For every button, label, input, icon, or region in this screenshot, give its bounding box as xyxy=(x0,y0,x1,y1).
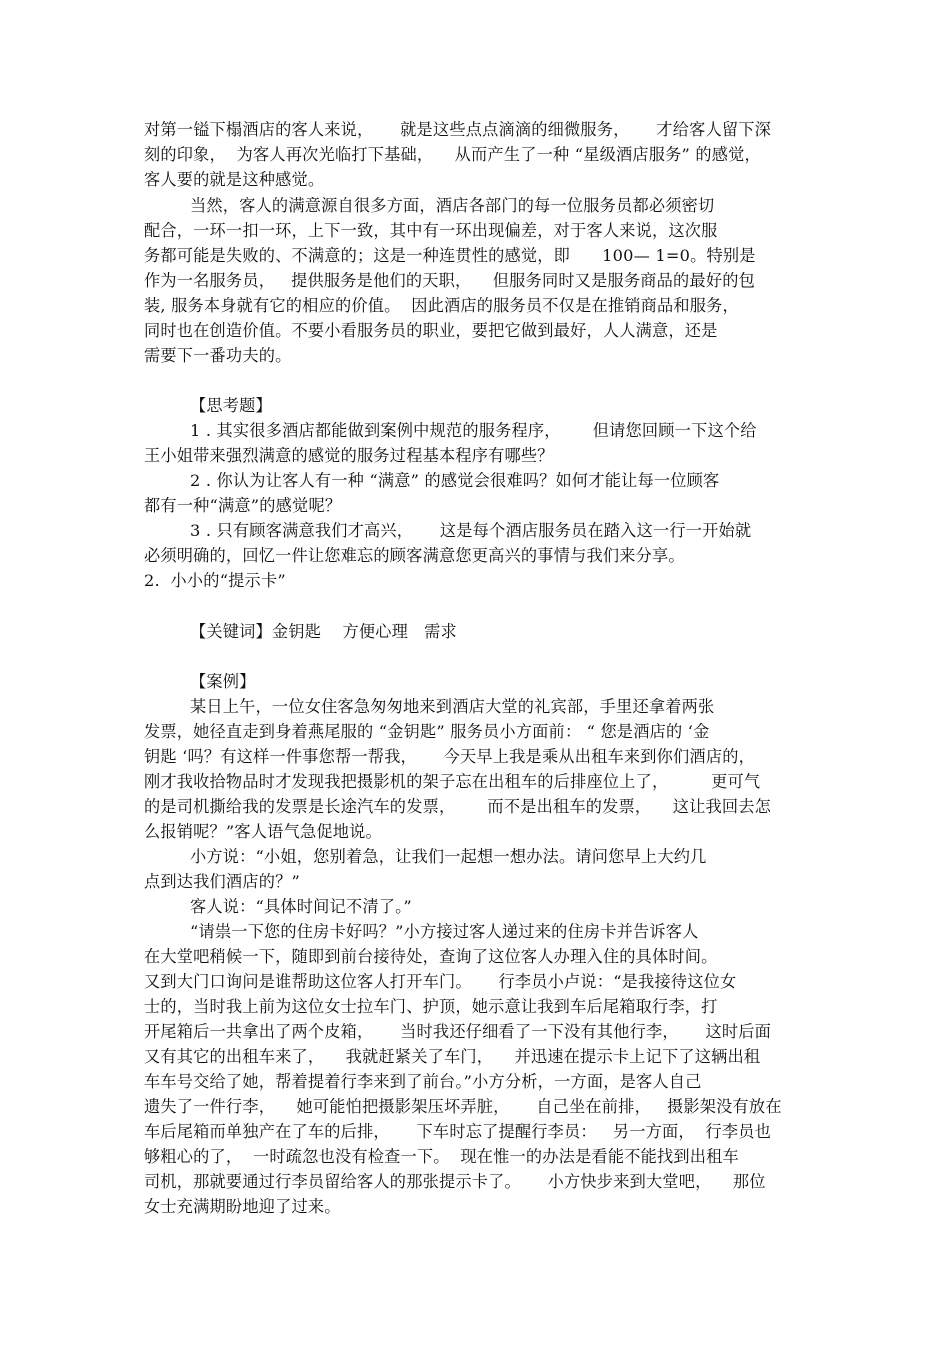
text-line: 需要下一番功夫的。 xyxy=(144,346,292,365)
text-line: 配合，一环一扣一环，上下一致，其中有一环出现偏差，对于客人来说，这次服 xyxy=(144,221,718,240)
question-line: 都有一种“满意”的感觉呢？ xyxy=(144,496,342,515)
text-line: 某日上午，一位女住客急匆匆地来到酒店大堂的礼宾部，手里还拿着两张 xyxy=(190,697,715,716)
text-line: “请祟一下您的住房卡好吗？”小方接过客人递过来的住房卡并告诉客人 xyxy=(190,922,699,941)
text-line: 钥匙 ‘吗？有这样一件事您帮一帮我， 今天早上我是乘从出租车来到你们酒店的， xyxy=(144,747,755,766)
text-line: 务都可能是失败的、不满意的；这是一种连贯性的感觉，即 100— 1=0。特别是 xyxy=(144,246,756,265)
text-line: 客人要的就是这种感觉。 xyxy=(144,170,325,189)
text-line: 够粗心的了， 一时疏忽也没有检查一下。 现在惟一的办法是看能不能找到出租车 xyxy=(144,1147,739,1166)
text-line: 又到大门口询问是谁帮助这位客人打开车门。 行李员小卢说：“是我接待这位女 xyxy=(144,972,737,991)
text-line: 开尾箱后一共拿出了两个皮箱， 当时我还仔细看了一下没有其他行李， 这时后面 xyxy=(144,1022,772,1041)
text-line: 客人说：“具体时间记不清了。” xyxy=(190,897,412,916)
text-line: 的是司机撕给我的发票是长途汽车的发票， 而不是出租车的发票， 这让我回去怎 xyxy=(144,797,772,816)
text-line: 车车号交给了她，帮着提着行李来到了前台。”小方分析，一方面，是客人自己 xyxy=(144,1072,702,1091)
text-line: 对第一镒下榻酒店的客人来说， 就是这些点点滴滴的细微服务， 才给客人留下深 xyxy=(144,120,772,139)
text-line: 发票，她径直走到身着燕尾服的 “金钥匙” 服务员小方面前： “ 您是酒店的 ‘金 xyxy=(144,722,710,741)
text-line: 同时也在创造价值。不要小看服务员的职业，要把它做到最好，人人满意，还是 xyxy=(144,321,718,340)
text-line: 又有其它的出租车来了， 我就赶紧关了车门， 并迅速在提示卡上记下了这辆出租 xyxy=(144,1047,761,1066)
text-line: 刻的印象， 为客人再次光临打下基础， 从而产生了一种 “星级酒店服务” 的感觉， xyxy=(144,145,761,164)
question-line: 王小姐带来强烈满意的感觉的服务过程基本程序有哪些？ xyxy=(144,446,554,465)
question-line: 必须明确的，回忆一件让您难忘的顾客满意您更高兴的事情与我们来分享。 xyxy=(144,546,685,565)
text-line: 士的，当时我上前为这位女士拉车门、护顶，她示意让我到车后尾箱取行李，打 xyxy=(144,997,718,1016)
question-line: 3 . 只有顾客满意我们才高兴， 这是每个酒店服务员在踏入这一行一开始就 xyxy=(190,521,752,540)
text-line: 女士充满期盼地迎了过来。 xyxy=(144,1197,341,1216)
case-title: 2. 小小的“提示卡” xyxy=(144,571,286,590)
text-line: 作为一名服务员， 提供服务是他们的天职， 但服务同时又是服务商品的最好的包 xyxy=(144,271,755,290)
question-line: 2 . 你认为让客人有一种 “满意” 的感觉会很难吗？如何才能让每一位顾客 xyxy=(190,471,720,490)
keywords-line: 【关键词】金钥匙 方便心理 需求 xyxy=(190,622,457,641)
text-line: 点到达我们酒店的？” xyxy=(144,872,300,891)
question-line: 1 . 其实很多酒店都能做到案例中规范的服务程序， 但请您回顾一下这个给 xyxy=(190,421,757,440)
text-line: 司机，那就要通过行李员留给客人的那张提示卡了。 小方快步来到大堂吧， 那位 xyxy=(144,1172,766,1191)
text-line: 在大堂吧稍候一下，随即到前台接待处，查询了这位客人办理入住的具体时间。 xyxy=(144,947,718,966)
text-line: 小方说：“小姐，您别着急，让我们一起想一想办法。请问您早上大约几 xyxy=(190,847,707,866)
section-heading: 【案例】 xyxy=(190,672,256,691)
text-line: 遗失了一件行李， 她可能怕把摄影架压坏弄脏， 自己坐在前排， 摄影架没有放在 xyxy=(144,1097,782,1116)
text-line: 装, 服务本身就有它的相应的价值。 因此酒店的服务员不仅是在推销商品和服务， xyxy=(144,296,739,315)
text-line: 刚才我收拾物品时才发现我把摄影机的架子忘在出租车的后排座位上了， 更可气 xyxy=(144,772,761,791)
text-line: 当然，客人的满意源自很多方面，酒店各部门的每一位服务员都必须密切 xyxy=(190,196,715,215)
section-heading: 【思考题】 xyxy=(190,396,272,415)
text-line: 么报销呢？”客人语气急促地说。 xyxy=(144,822,382,841)
text-line: 车后尾箱而单独产在了车的后排， 下车时忘了提醒行李员： 另一方面， 行李员也 xyxy=(144,1122,772,1141)
